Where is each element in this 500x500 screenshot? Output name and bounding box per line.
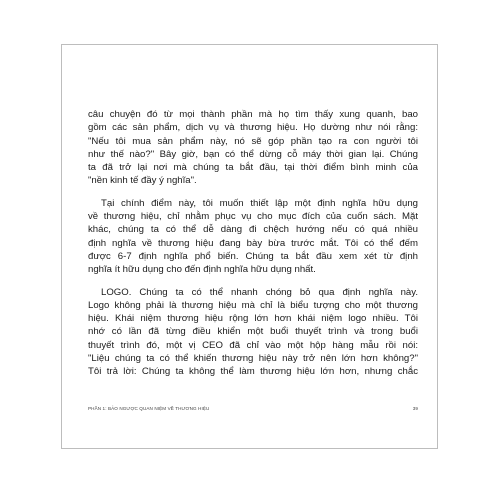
text-line: về thương hiệu, chỉ nhằm phục vụ cho mục đích của cuốn sách. Mặt xyxy=(88,211,418,223)
text-line: gồm các sản phẩm, dịch vụ và thương hiệu. Họ dường như nói rằng: xyxy=(88,122,418,134)
text-line: được 6-7 định nghĩa phổ biến. Chúng ta bắt đầu xem xét từ định xyxy=(88,250,418,262)
text-line: "Liệu chúng ta có thể khiến thương hiệu này trở nên lớn hơn không?" xyxy=(88,353,418,365)
text-line: nghĩa ít hữu dụng cho đến định nghĩa hữu dụng nhất. xyxy=(88,264,316,276)
paragraph-1 xyxy=(88,108,418,188)
text-line: Logo không phải là thương hiệu mà chỉ là biểu tượng cho một thương xyxy=(88,299,418,311)
text-line: hiệu. Khái niệm thương hiệu rộng lớn hơn khái niệm logo nhiều. Tôi xyxy=(88,313,418,325)
text-line: ta đã trở lại nơi mà chúng ta bắt đầu, tại thời điểm bình minh của xyxy=(88,162,418,174)
paragraph-2 xyxy=(88,197,418,277)
text-line: khác, chúng ta có thể dễ dàng đi chệch hướng nếu có quá nhiều xyxy=(88,224,418,236)
chapter-title: PHẦN 1: BẢO NGƯỢC QUAN NIỆM VỀ THƯƠNG HIỆU xyxy=(88,406,210,411)
text-line: Tôi trả lời: Chúng ta không thể làm thương hiệu lớn hơn, nhưng chắc xyxy=(88,366,418,378)
text-line: "Nếu tôi mua sản phẩm này, nó sẽ góp phần tạo ra con người tôi xyxy=(88,135,418,147)
text-line: câu chuyện đó từ mọi thành phần mà họ tìm thấy xung quanh, bao xyxy=(88,109,418,120)
text-line: nhớ có lần đã từng điều khiển một buổi thuyết trình và trong buổi xyxy=(88,326,418,338)
text-line: thuyết trình đó, một vị CEO đã chỉ vào một hộp hàng mẫu rồi nói: xyxy=(88,339,418,351)
page-body xyxy=(88,108,418,388)
book-page xyxy=(61,44,438,449)
page-number: 39 xyxy=(412,406,418,411)
text-line: định nghĩa về thương hiệu đang bày bừa trước mắt. Tôi có thể đếm xyxy=(88,237,418,249)
text-line: Tại chính điểm này, tôi muốn thiết lập một định nghĩa hữu dụng xyxy=(101,197,418,209)
text-line: như thế nào?" Bây giờ, bạn có thể dừng cỗ máy thời gian lại. Chúng xyxy=(88,148,418,160)
text-line: "nền kinh tế đầy ý nghĩa". xyxy=(88,175,197,187)
page-footer xyxy=(88,406,418,411)
paragraph-3 xyxy=(88,286,418,379)
text-line: LOGO. Chúng ta có thể nhanh chóng bỏ qua định nghĩa này. xyxy=(101,286,418,298)
